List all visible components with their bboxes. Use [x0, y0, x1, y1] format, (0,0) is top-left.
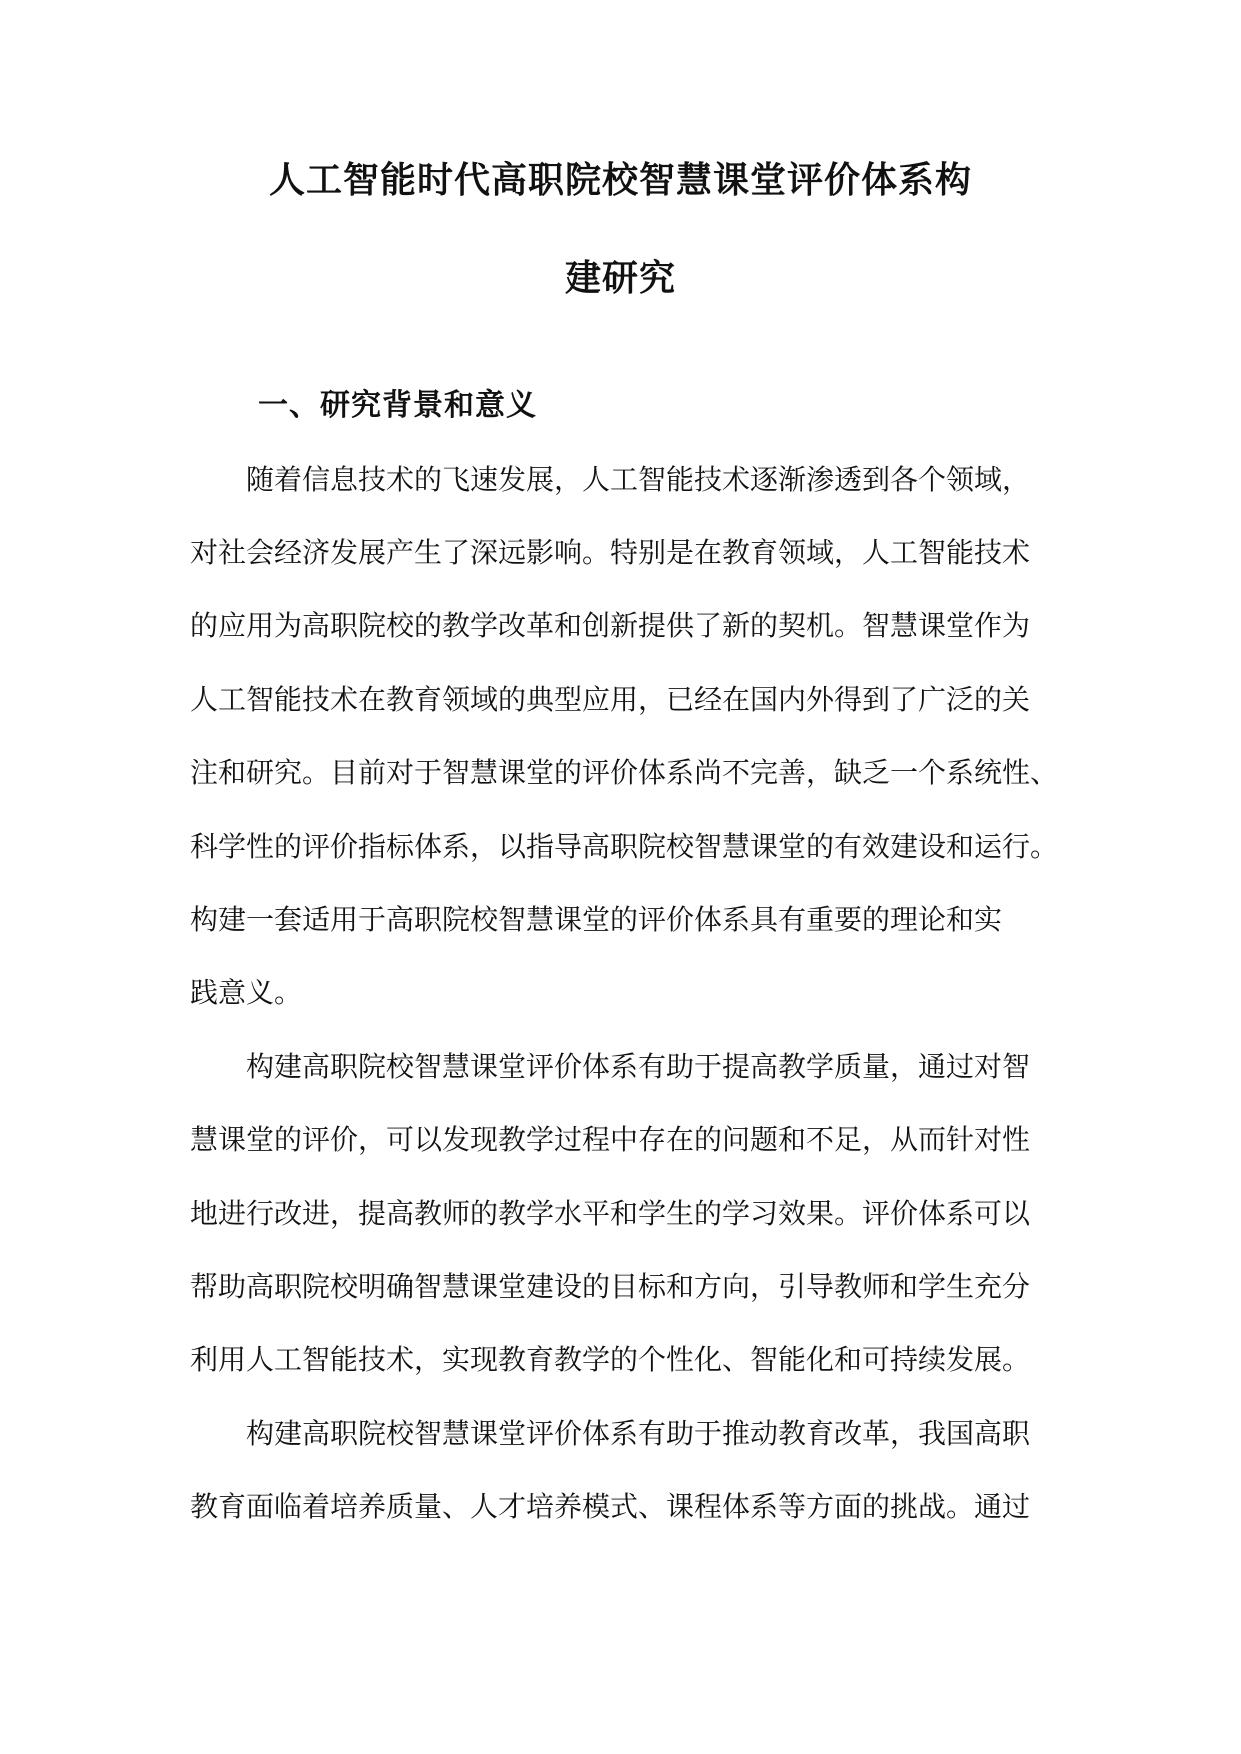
paragraph-2-line-1: 构建高职院校智慧课堂评价体系有助于提高教学质量，通过对智 — [246, 1050, 1031, 1083]
paragraph-1-line-8: 践意义。 — [190, 976, 303, 1009]
paragraph-2-line-2: 慧课堂的评价，可以发现教学过程中存在的问题和不足，从而针对性 — [190, 1123, 1031, 1156]
paragraph-2-line-3: 地进行改进，提高教师的教学水平和学生的学习效果。评价体系可以 — [190, 1197, 1031, 1230]
paragraph-1-line-3: 的应用为高职院校的教学改革和创新提供了新的契机。智慧课堂作为 — [190, 609, 1031, 642]
paragraph-1-line-6: 科学性的评价指标体系，以指导高职院校智慧课堂的有效建设和运行。 — [190, 830, 1059, 863]
paragraph-2-line-5: 利用人工智能技术，实现教育教学的个性化、智能化和可持续发展。 — [190, 1343, 1031, 1376]
paragraph-3-line-2: 教育面临着培养质量、人才培养模式、课程体系等方面的挑战。通过 — [190, 1490, 1031, 1523]
paragraph-3-line-1: 构建高职院校智慧课堂评价体系有助于推动教育改革，我国高职 — [246, 1417, 1031, 1450]
paragraph-1-line-5: 注和研究。目前对于智慧课堂的评价体系尚不完善，缺乏一个系统性、 — [190, 756, 1059, 789]
paragraph-1-line-1: 随着信息技术的飞速发展，人工智能技术逐渐渗透到各个领域， — [246, 463, 1031, 496]
paragraph-1-line-7: 构建一套适用于高职院校智慧课堂的评价体系具有重要的理论和实 — [190, 903, 1003, 936]
paragraph-2-line-4: 帮助高职院校明确智慧课堂建设的目标和方向，引导教师和学生充分 — [190, 1270, 1031, 1303]
paragraph-1-line-2: 对社会经济发展产生了深远影响。特别是在教育领域，人工智能技术 — [190, 536, 1031, 569]
document-title-line-1: 人工智能时代高职院校智慧课堂评价体系构 — [268, 160, 972, 201]
section-heading: 一、研究背景和意义 — [258, 388, 537, 423]
document-title-line-2: 建研究 — [564, 258, 676, 299]
paragraph-1-line-4: 人工智能技术在教育领域的典型应用，已经在国内外得到了广泛的关 — [190, 683, 1031, 716]
